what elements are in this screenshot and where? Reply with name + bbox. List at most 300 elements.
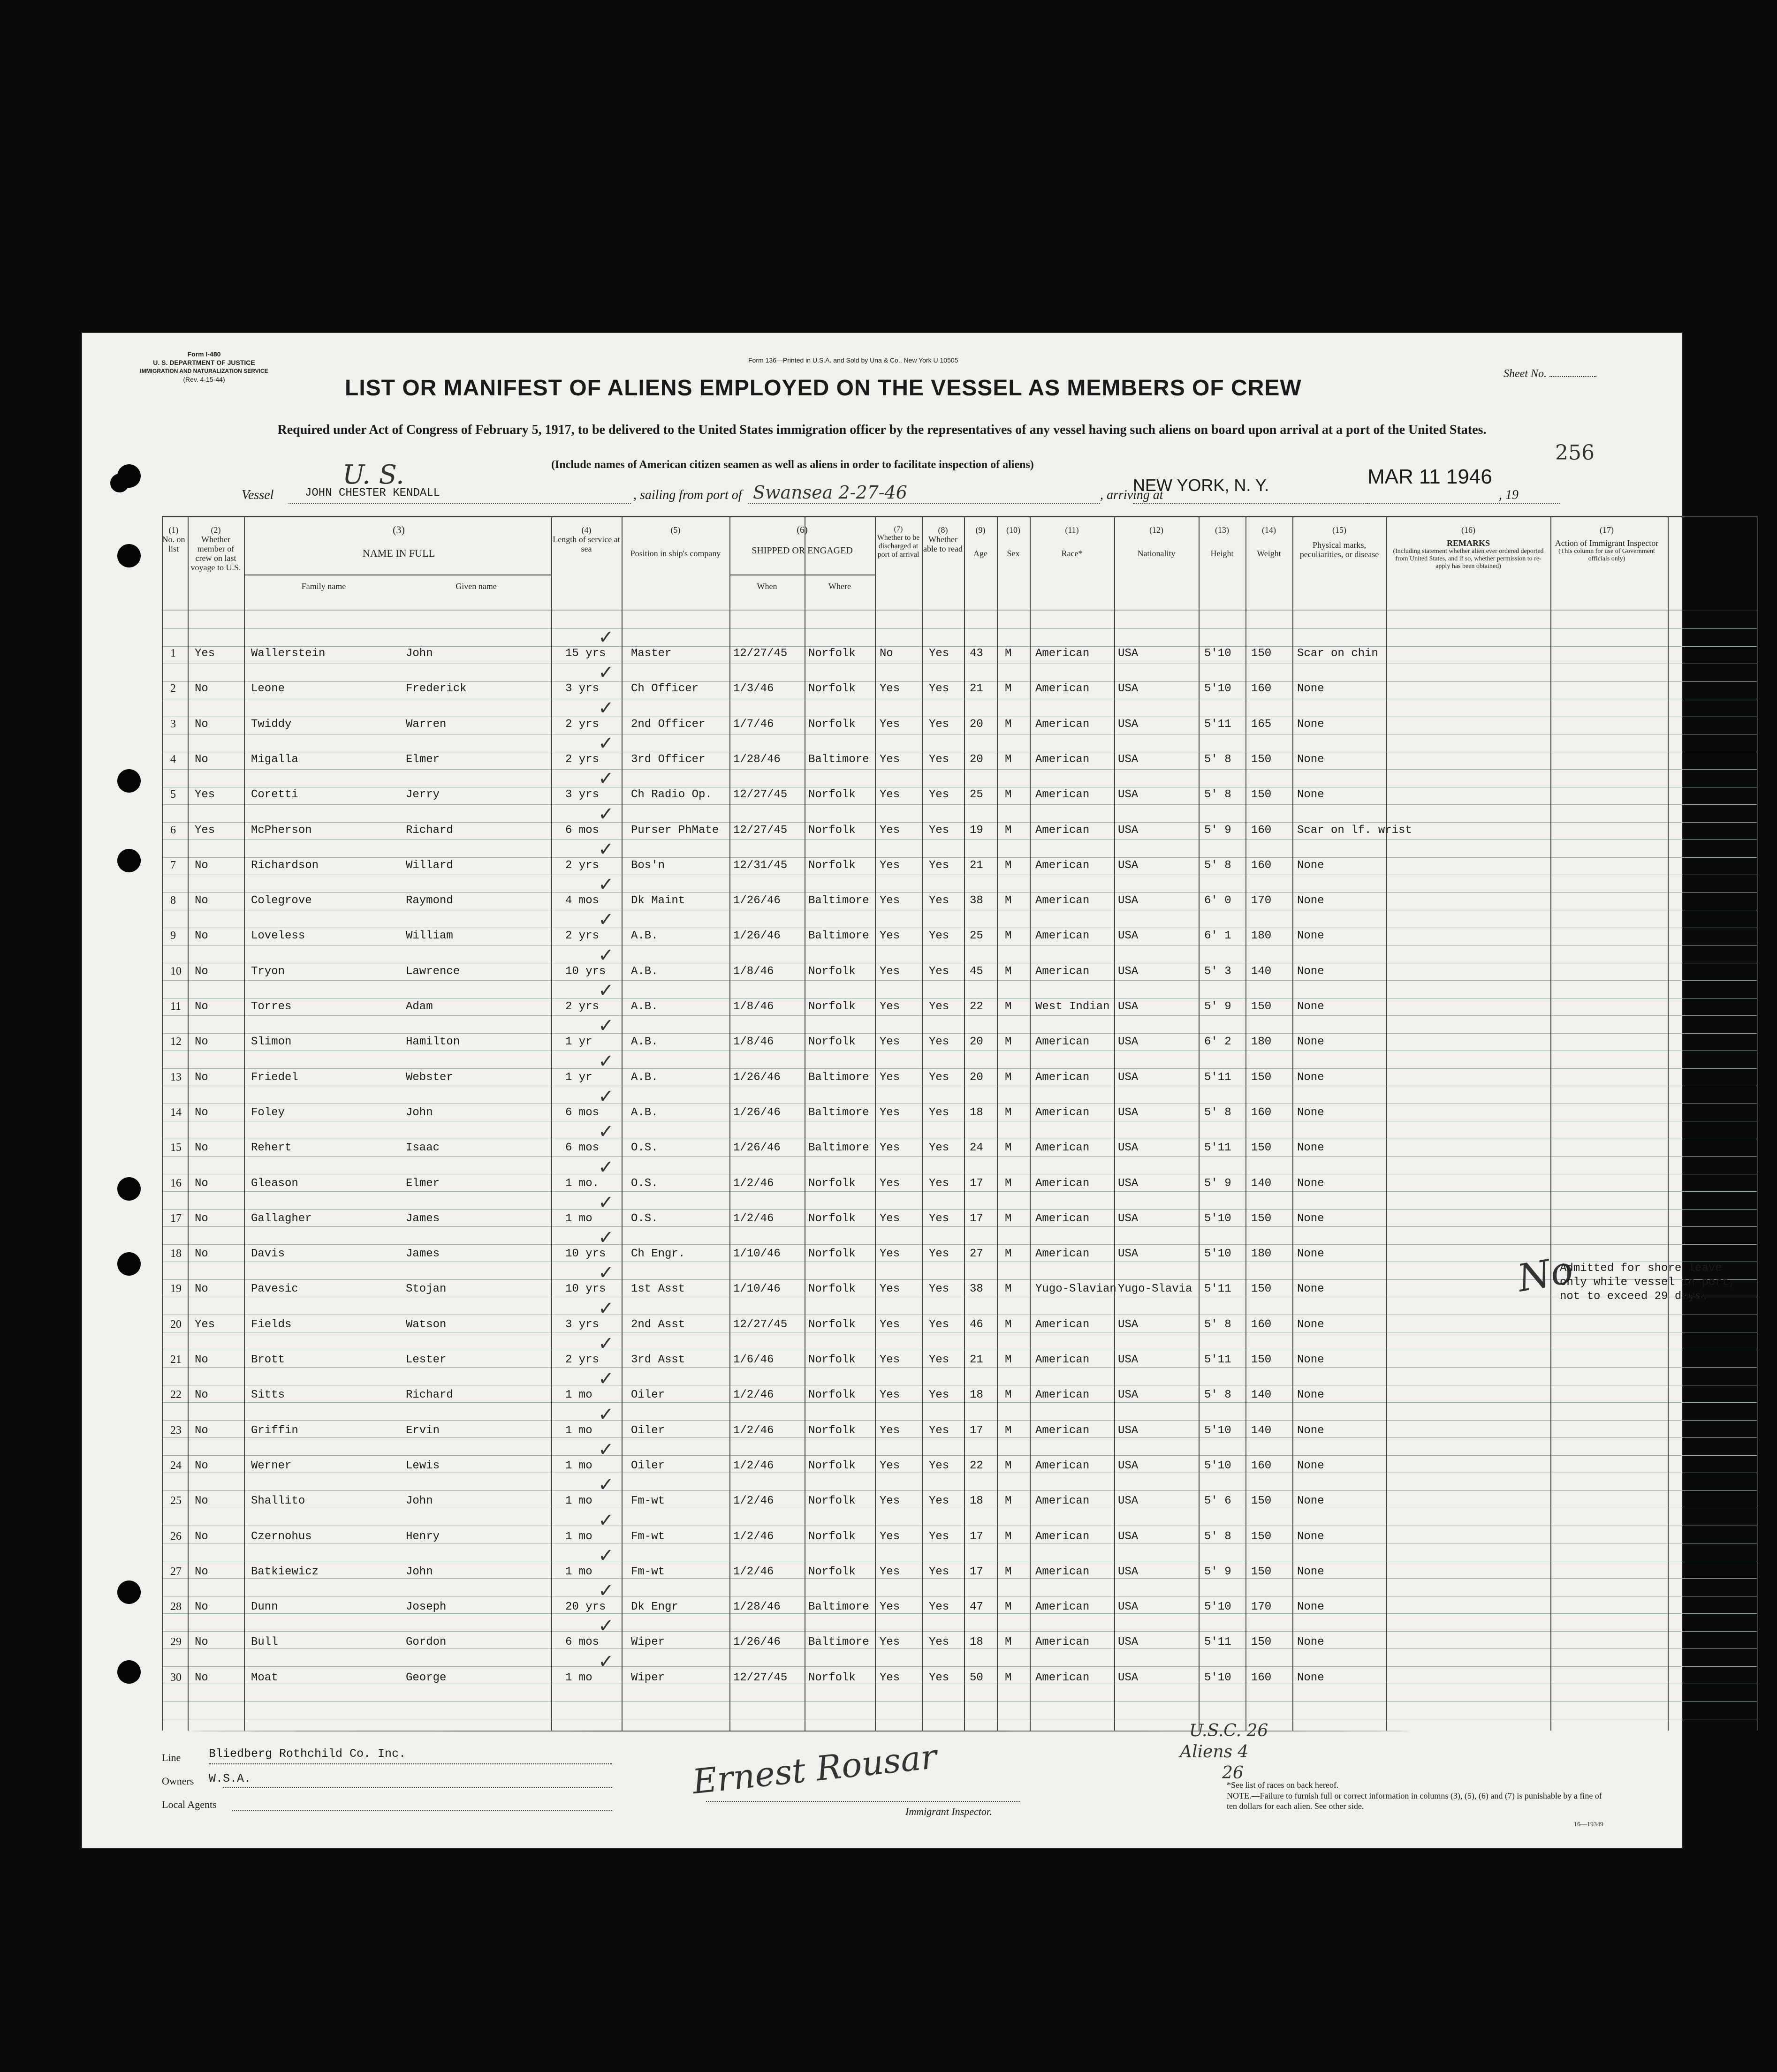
col-header-13: (13) Height: [1210, 525, 1234, 558]
cell-service-length: 3 yrs: [565, 1318, 600, 1331]
cell-prev-voyage: No: [195, 1495, 208, 1508]
cell-row-number: 10: [170, 965, 182, 977]
cell-physical-marks: None: [1297, 1389, 1324, 1402]
table-row: [162, 1156, 1757, 1196]
cell-nationality: USA: [1118, 1389, 1139, 1402]
cell-nationality: USA: [1118, 1106, 1139, 1119]
cell-prev-voyage: No: [195, 1565, 208, 1578]
cell-discharged: Yes: [880, 1212, 900, 1225]
cell-given-name: George: [406, 1671, 447, 1684]
cell-physical-marks: None: [1297, 1212, 1324, 1225]
inspector-signature: Ernest Rousar: [691, 1736, 939, 1802]
cell-weight: 170: [1251, 1601, 1272, 1614]
cell-height: 5' 8: [1204, 753, 1231, 766]
cell-nationality: USA: [1118, 965, 1139, 978]
cell-discharged: Yes: [880, 1636, 900, 1649]
cell-family-name: Bull: [251, 1636, 278, 1649]
cell-height: 5' 8: [1204, 859, 1231, 872]
cell-discharged: Yes: [880, 1177, 900, 1190]
col-header-10: (10) Sex: [1006, 525, 1020, 558]
cell-discharged: Yes: [880, 1601, 900, 1614]
cell-sex: M: [1005, 1000, 1012, 1013]
row-rule: [162, 1666, 1757, 1667]
cell-height: 5' 8: [1204, 1389, 1231, 1402]
table-row: [162, 1509, 1757, 1549]
cell-discharged: Yes: [880, 1530, 900, 1543]
cell-nationality: USA: [1118, 824, 1139, 837]
cell-height: 5'10: [1204, 1459, 1231, 1472]
cell-given-name: Hamilton: [406, 1036, 460, 1049]
cell-family-name: McPherson: [251, 824, 312, 837]
department-name: U. S. DEPARTMENT OF JUSTICE: [153, 359, 255, 366]
cell-row-number: 8: [170, 894, 176, 907]
cell-able-to-read: Yes: [929, 788, 949, 802]
cell-service-length: 1 mo: [565, 1212, 592, 1225]
cell-given-name: Henry: [406, 1530, 440, 1543]
cell-race: American: [1035, 965, 1090, 978]
cell-able-to-read: Yes: [929, 753, 949, 766]
cell-prev-voyage: No: [195, 1389, 208, 1402]
cell-height: 5'10: [1204, 1601, 1231, 1614]
table-row: [162, 662, 1757, 701]
cell-shipped-where: Norfolk: [808, 1459, 856, 1472]
cell-race: American: [1035, 859, 1090, 872]
cell-family-name: Griffin: [251, 1424, 298, 1437]
cell-prev-voyage: No: [195, 1036, 208, 1049]
cell-race: American: [1035, 647, 1090, 660]
row-rule: [162, 1631, 1757, 1632]
checkmark-icon: ✓: [598, 1438, 614, 1460]
cell-shipped-when: 1/2/46: [733, 1495, 774, 1508]
cell-race: American: [1035, 1142, 1090, 1155]
cell-prev-voyage: No: [195, 682, 208, 696]
cell-height: 5'10: [1204, 682, 1231, 696]
cell-position: Ch Radio Op.: [631, 788, 712, 802]
cell-service-length: 1 mo: [565, 1530, 592, 1543]
cell-family-name: Czernohus: [251, 1530, 312, 1543]
tally-us-citizens: U.S.C. 26: [1189, 1721, 1268, 1740]
cell-age: 17: [970, 1530, 983, 1543]
cell-row-number: 21: [170, 1354, 182, 1366]
service-name: IMMIGRATION AND NATURALIZATION SERVICE: [140, 368, 268, 374]
crew-manifest-table: [162, 516, 1757, 1731]
cell-row-number: 24: [170, 1459, 182, 1472]
cell-given-name: William: [406, 930, 453, 943]
cell-able-to-read: Yes: [929, 1318, 949, 1331]
cell-shipped-where: Norfolk: [808, 788, 856, 802]
cell-discharged: Yes: [880, 1565, 900, 1578]
col-header-5: (5) Position in ship's company: [630, 525, 721, 558]
cell-able-to-read: Yes: [929, 1000, 949, 1013]
col-header-1: (1) No. on list: [162, 525, 185, 553]
cell-able-to-read: Yes: [929, 1530, 949, 1543]
cell-age: 50: [970, 1671, 983, 1684]
col-header-16: (16) REMARKS (Including statement whether alien ever ordered deported from United States, and if so, whether permission to re-apply has been obtained): [1393, 525, 1544, 570]
checkmark-icon: ✓: [598, 874, 614, 896]
cell-height: 5' 8: [1204, 1106, 1231, 1119]
cell-physical-marks: None: [1297, 1601, 1324, 1614]
cell-given-name: Raymond: [406, 894, 453, 907]
cell-age: 21: [970, 1354, 983, 1366]
owners-label: Owners: [162, 1775, 194, 1787]
cell-row-number: 19: [170, 1283, 182, 1295]
cell-row-number: 23: [170, 1424, 182, 1437]
page-title: LIST OR MANIFEST OF ALIENS EMPLOYED ON THE VESSEL AS MEMBERS OF CREW: [345, 376, 1302, 401]
form-revision: (Rev. 4-15-44): [183, 376, 225, 383]
cell-age: 20: [970, 718, 983, 731]
cell-prev-voyage: Yes: [195, 1318, 215, 1331]
cell-given-name: Webster: [406, 1071, 453, 1084]
cell-race: American: [1035, 1036, 1090, 1049]
cell-able-to-read: Yes: [929, 824, 949, 837]
cell-nationality: USA: [1118, 788, 1139, 802]
cell-family-name: Fields: [251, 1318, 292, 1331]
cell-shipped-where: Norfolk: [808, 1000, 856, 1013]
checkmark-icon: ✓: [598, 732, 614, 754]
table-row: [162, 1050, 1757, 1090]
cell-given-name: Lester: [406, 1354, 447, 1366]
cell-race: American: [1035, 1106, 1090, 1119]
cell-row-number: 9: [170, 930, 176, 942]
col-header-family-name: Family name: [301, 582, 346, 591]
cell-nationality: USA: [1118, 1424, 1139, 1437]
cell-age: 20: [970, 1036, 983, 1049]
cell-able-to-read: Yes: [929, 1354, 949, 1366]
cell-height: 6' 1: [1204, 930, 1231, 943]
cell-prev-voyage: No: [195, 1142, 208, 1155]
table-row: [162, 1580, 1757, 1619]
checkmark-icon: ✓: [598, 1191, 614, 1213]
cell-physical-marks: None: [1297, 1106, 1324, 1119]
table-row: [162, 1333, 1757, 1372]
cell-age: 20: [970, 1071, 983, 1084]
cell-shipped-when: 1/2/46: [733, 1177, 774, 1190]
page-number: 256: [1555, 441, 1595, 465]
cell-given-name: James: [406, 1248, 440, 1261]
cell-given-name: Watson: [406, 1318, 447, 1331]
cell-weight: 160: [1251, 824, 1272, 837]
cell-age: 47: [970, 1601, 983, 1614]
row-rule: [162, 646, 1757, 647]
cell-able-to-read: Yes: [929, 1142, 949, 1155]
cell-sex: M: [1005, 1671, 1012, 1684]
table-row: [162, 838, 1757, 878]
cell-nationality: USA: [1118, 1495, 1139, 1508]
cell-service-length: 1 mo: [565, 1389, 592, 1402]
cell-discharged: Yes: [880, 930, 900, 943]
cell-service-length: 3 yrs: [565, 788, 600, 802]
cell-discharged: Yes: [880, 753, 900, 766]
col-header-3: (3) NAME IN FULL: [363, 524, 435, 559]
cell-discharged: Yes: [880, 1283, 900, 1296]
cell-shipped-where: Norfolk: [808, 859, 856, 872]
cell-sex: M: [1005, 894, 1012, 907]
cell-sex: M: [1005, 788, 1012, 802]
cell-height: 5' 9: [1204, 824, 1231, 837]
cell-height: 5'11: [1204, 1283, 1231, 1296]
cell-service-length: 1 mo.: [565, 1177, 600, 1190]
cell-height: 5' 3: [1204, 965, 1231, 978]
cell-service-length: 1 mo: [565, 1565, 592, 1578]
cell-able-to-read: Yes: [929, 1601, 949, 1614]
cell-physical-marks: None: [1297, 1424, 1324, 1437]
cell-nationality: USA: [1118, 1565, 1139, 1578]
cell-height: 5' 6: [1204, 1495, 1231, 1508]
arriving-at-label: , arriving at: [1100, 488, 1163, 502]
manifest-sheet: [82, 333, 1736, 1848]
cell-given-name: Jerry: [406, 788, 440, 802]
table-row: [162, 1015, 1757, 1054]
cell-weight: 165: [1251, 718, 1272, 731]
cell-height: 6' 2: [1204, 1036, 1231, 1049]
cell-family-name: Friedel: [251, 1071, 298, 1084]
cell-prev-voyage: No: [195, 1248, 208, 1261]
penalty-note: NOTE.—Failure to furnish full or correct information in columns (3), (5), (6) and (7) is punishable by a fine of ten dollars for each alien. See other side.: [1227, 1791, 1602, 1811]
cell-race: American: [1035, 682, 1090, 696]
cell-nationality: USA: [1118, 1071, 1139, 1084]
row-rule: [162, 1068, 1757, 1069]
col-header-17: (17) Action of Immigrant Inspector (This column for use of Government officials only): [1555, 525, 1659, 562]
year-suffix: , 19: [1499, 488, 1519, 502]
vessel-name: JOHN CHESTER KENDALL: [305, 487, 440, 499]
cell-weight: 150: [1251, 1354, 1272, 1366]
col-header-given-name: Given name: [456, 582, 497, 591]
cell-service-length: 1 yr: [565, 1036, 592, 1049]
cell-race: American: [1035, 894, 1090, 907]
cell-service-length: 1 mo: [565, 1671, 592, 1684]
cell-position: A.B.: [631, 965, 658, 978]
cell-row-number: 30: [170, 1671, 182, 1684]
cell-height: 5'11: [1204, 1354, 1231, 1366]
arrival-date-stamp: MAR 11 1946: [1367, 465, 1492, 488]
binder-hole: [117, 1252, 141, 1276]
cell-shipped-where: Norfolk: [808, 1036, 856, 1049]
cell-family-name: Moat: [251, 1671, 278, 1684]
cell-nationality: USA: [1118, 1601, 1139, 1614]
owners-value: W.S.A.: [209, 1772, 251, 1785]
cell-sex: M: [1005, 1106, 1012, 1119]
cell-service-length: 6 mos: [565, 1636, 600, 1649]
cell-physical-marks: None: [1297, 1283, 1324, 1296]
cell-shipped-where: Norfolk: [808, 965, 856, 978]
cell-row-number: 25: [170, 1495, 182, 1507]
cell-height: 5' 9: [1204, 1565, 1231, 1578]
cell-position: Bos'n: [631, 859, 665, 872]
cell-weight: 170: [1251, 894, 1272, 907]
cell-shipped-when: 1/26/46: [733, 930, 781, 943]
row-rule: [162, 857, 1757, 858]
checkmark-icon: ✓: [598, 944, 614, 966]
cell-shipped-where: Norfolk: [808, 647, 856, 660]
col-header-when: When: [757, 582, 777, 591]
cell-weight: 150: [1251, 1495, 1272, 1508]
cell-weight: 150: [1251, 1530, 1272, 1543]
cell-row-number: 14: [170, 1106, 182, 1119]
binder-hole: [117, 1580, 141, 1604]
cell-able-to-read: Yes: [929, 965, 949, 978]
row-rule: [162, 1279, 1757, 1280]
cell-sex: M: [1005, 718, 1012, 731]
cell-shipped-when: 1/8/46: [733, 1000, 774, 1013]
cell-physical-marks: Scar on lf. wrist: [1297, 824, 1412, 837]
cell-physical-marks: None: [1297, 718, 1324, 731]
checkmark-icon: ✓: [598, 1015, 614, 1037]
cell-sex: M: [1005, 930, 1012, 943]
cell-race: Yugo-Slavian: [1035, 1283, 1116, 1296]
cell-height: 6' 0: [1204, 894, 1231, 907]
cell-service-length: 2 yrs: [565, 718, 600, 731]
cell-prev-voyage: No: [195, 1177, 208, 1190]
cell-shipped-where: Norfolk: [808, 1671, 856, 1684]
cell-height: 5' 8: [1204, 1530, 1231, 1543]
cell-discharged: Yes: [880, 1248, 900, 1261]
cell-discharged: Yes: [880, 788, 900, 802]
cell-given-name: Richard: [406, 824, 453, 837]
cell-sex: M: [1005, 965, 1012, 978]
cell-prev-voyage: Yes: [195, 788, 215, 802]
col-header-15: (15) Physical marks, peculiarities, or disease: [1299, 525, 1379, 559]
checkmark-icon: ✓: [598, 909, 614, 931]
col-header-7: (7) Whether to be discharged at port of arrival: [877, 525, 920, 559]
cell-height: 5'10: [1204, 1248, 1231, 1261]
cell-able-to-read: Yes: [929, 1071, 949, 1084]
cell-given-name: Elmer: [406, 753, 440, 766]
table-row: [162, 732, 1757, 772]
cell-physical-marks: None: [1297, 1000, 1324, 1013]
cell-race: American: [1035, 1530, 1090, 1543]
cell-shipped-where: Norfolk: [808, 1318, 856, 1331]
cell-nationality: USA: [1118, 1248, 1139, 1261]
cell-position: 2nd Officer: [631, 718, 706, 731]
cell-weight: 180: [1251, 1248, 1272, 1261]
cell-physical-marks: None: [1297, 894, 1324, 907]
cell-race: American: [1035, 1671, 1090, 1684]
cell-prev-voyage: No: [195, 1530, 208, 1543]
cell-shipped-where: Norfolk: [808, 718, 856, 731]
checkmark-icon: ✓: [598, 1050, 614, 1072]
printer-imprint: Form 136—Printed in U.S.A. and Sold by Una & Co., New York U 10505: [748, 356, 958, 364]
cell-nationality: USA: [1118, 859, 1139, 872]
table-row: [162, 1297, 1757, 1337]
cell-race: American: [1035, 1071, 1090, 1084]
cell-physical-marks: None: [1297, 1636, 1324, 1649]
cell-shipped-when: 12/27/45: [733, 1671, 788, 1684]
table-row: [162, 874, 1757, 913]
cell-physical-marks: None: [1297, 1354, 1324, 1366]
cell-prev-voyage: Yes: [195, 824, 215, 837]
cell-family-name: Richardson: [251, 859, 319, 872]
cell-family-name: Leone: [251, 682, 285, 696]
table-row: [162, 944, 1757, 984]
cell-sex: M: [1005, 1036, 1012, 1049]
cell-position: 3rd Asst: [631, 1354, 685, 1366]
cell-able-to-read: Yes: [929, 1177, 949, 1190]
cell-weight: 160: [1251, 1318, 1272, 1331]
cell-nationality: Yugo-Slavia: [1118, 1283, 1192, 1296]
cell-family-name: Shallito: [251, 1495, 305, 1508]
cell-able-to-read: Yes: [929, 1565, 949, 1578]
checkmark-icon: ✓: [598, 803, 614, 825]
cell-weight: 150: [1251, 1212, 1272, 1225]
checkmark-icon: ✓: [598, 838, 614, 860]
cell-position: Ch Officer: [631, 682, 699, 696]
cell-position: Wiper: [631, 1636, 665, 1649]
cell-sex: M: [1005, 1389, 1012, 1402]
races-note: *See list of races on back hereof.: [1227, 1780, 1339, 1790]
cell-weight: 140: [1251, 965, 1272, 978]
print-code: 16—19349: [1574, 1821, 1603, 1828]
cell-age: 38: [970, 894, 983, 907]
cell-position: Ch Engr.: [631, 1248, 685, 1261]
cell-weight: 150: [1251, 1636, 1272, 1649]
cell-given-name: Richard: [406, 1389, 453, 1402]
cell-weight: 160: [1251, 1459, 1272, 1472]
col-header-6: (6) SHIPPED OR ENGAGED: [752, 525, 853, 556]
cell-position: O.S.: [631, 1177, 658, 1190]
cell-row-number: 11: [170, 1000, 182, 1013]
cell-service-length: 20 yrs: [565, 1601, 606, 1614]
cell-race: American: [1035, 1459, 1090, 1472]
cell-family-name: Tryon: [251, 965, 285, 978]
cell-row-number: 27: [170, 1565, 182, 1578]
cell-given-name: Lawrence: [406, 965, 460, 978]
cell-height: 5'10: [1204, 647, 1231, 660]
page-subtitle: Required under Act of Congress of February 5, 1917, to be delivered to the United States immigration officer by the representatives of any vessel having such aliens on board upon arrival at a port of the United States.: [277, 423, 1487, 437]
cell-age: 24: [970, 1142, 983, 1155]
cell-sex: M: [1005, 1142, 1012, 1155]
cell-discharged: Yes: [880, 1036, 900, 1049]
cell-row-number: 12: [170, 1036, 182, 1048]
cell-shipped-when: 1/28/46: [733, 753, 781, 766]
checkmark-icon: ✓: [598, 1156, 614, 1178]
cell-nationality: USA: [1118, 682, 1139, 696]
cell-shipped-where: Baltimore: [808, 1142, 869, 1155]
cell-height: 5'11: [1204, 1142, 1231, 1155]
header-bottom-rule: [162, 610, 1757, 611]
cell-able-to-read: Yes: [929, 1248, 949, 1261]
cell-sex: M: [1005, 1248, 1012, 1261]
row-rule: [162, 628, 1757, 629]
binder-hole: [117, 1177, 141, 1201]
cell-shipped-where: Baltimore: [808, 1106, 869, 1119]
cell-position: Oiler: [631, 1424, 665, 1437]
cell-race: American: [1035, 1565, 1090, 1578]
cell-weight: 140: [1251, 1424, 1272, 1437]
cell-prev-voyage: No: [195, 965, 208, 978]
cell-nationality: USA: [1118, 1142, 1139, 1155]
cell-nationality: USA: [1118, 1318, 1139, 1331]
cell-shipped-where: Norfolk: [808, 1177, 856, 1190]
cell-race: American: [1035, 1212, 1090, 1225]
cell-shipped-where: Norfolk: [808, 1530, 856, 1543]
cell-weight: 160: [1251, 1671, 1272, 1684]
cell-given-name: Frederick: [406, 682, 467, 696]
cell-service-length: 3 yrs: [565, 682, 600, 696]
cell-discharged: Yes: [880, 1318, 900, 1331]
table-row: [162, 627, 1757, 666]
row-rule: [162, 1244, 1757, 1245]
cell-age: 27: [970, 1248, 983, 1261]
cell-prev-voyage: Yes: [195, 647, 215, 660]
cell-prev-voyage: No: [195, 1071, 208, 1084]
cell-height: 5'10: [1204, 1212, 1231, 1225]
arriving-at-port: NEW YORK, N. Y.: [1133, 476, 1269, 495]
cell-prev-voyage: No: [195, 1106, 208, 1119]
table-row: [162, 909, 1757, 948]
cell-weight: 180: [1251, 1036, 1272, 1049]
cell-able-to-read: Yes: [929, 1459, 949, 1472]
cell-service-length: 1 mo: [565, 1424, 592, 1437]
